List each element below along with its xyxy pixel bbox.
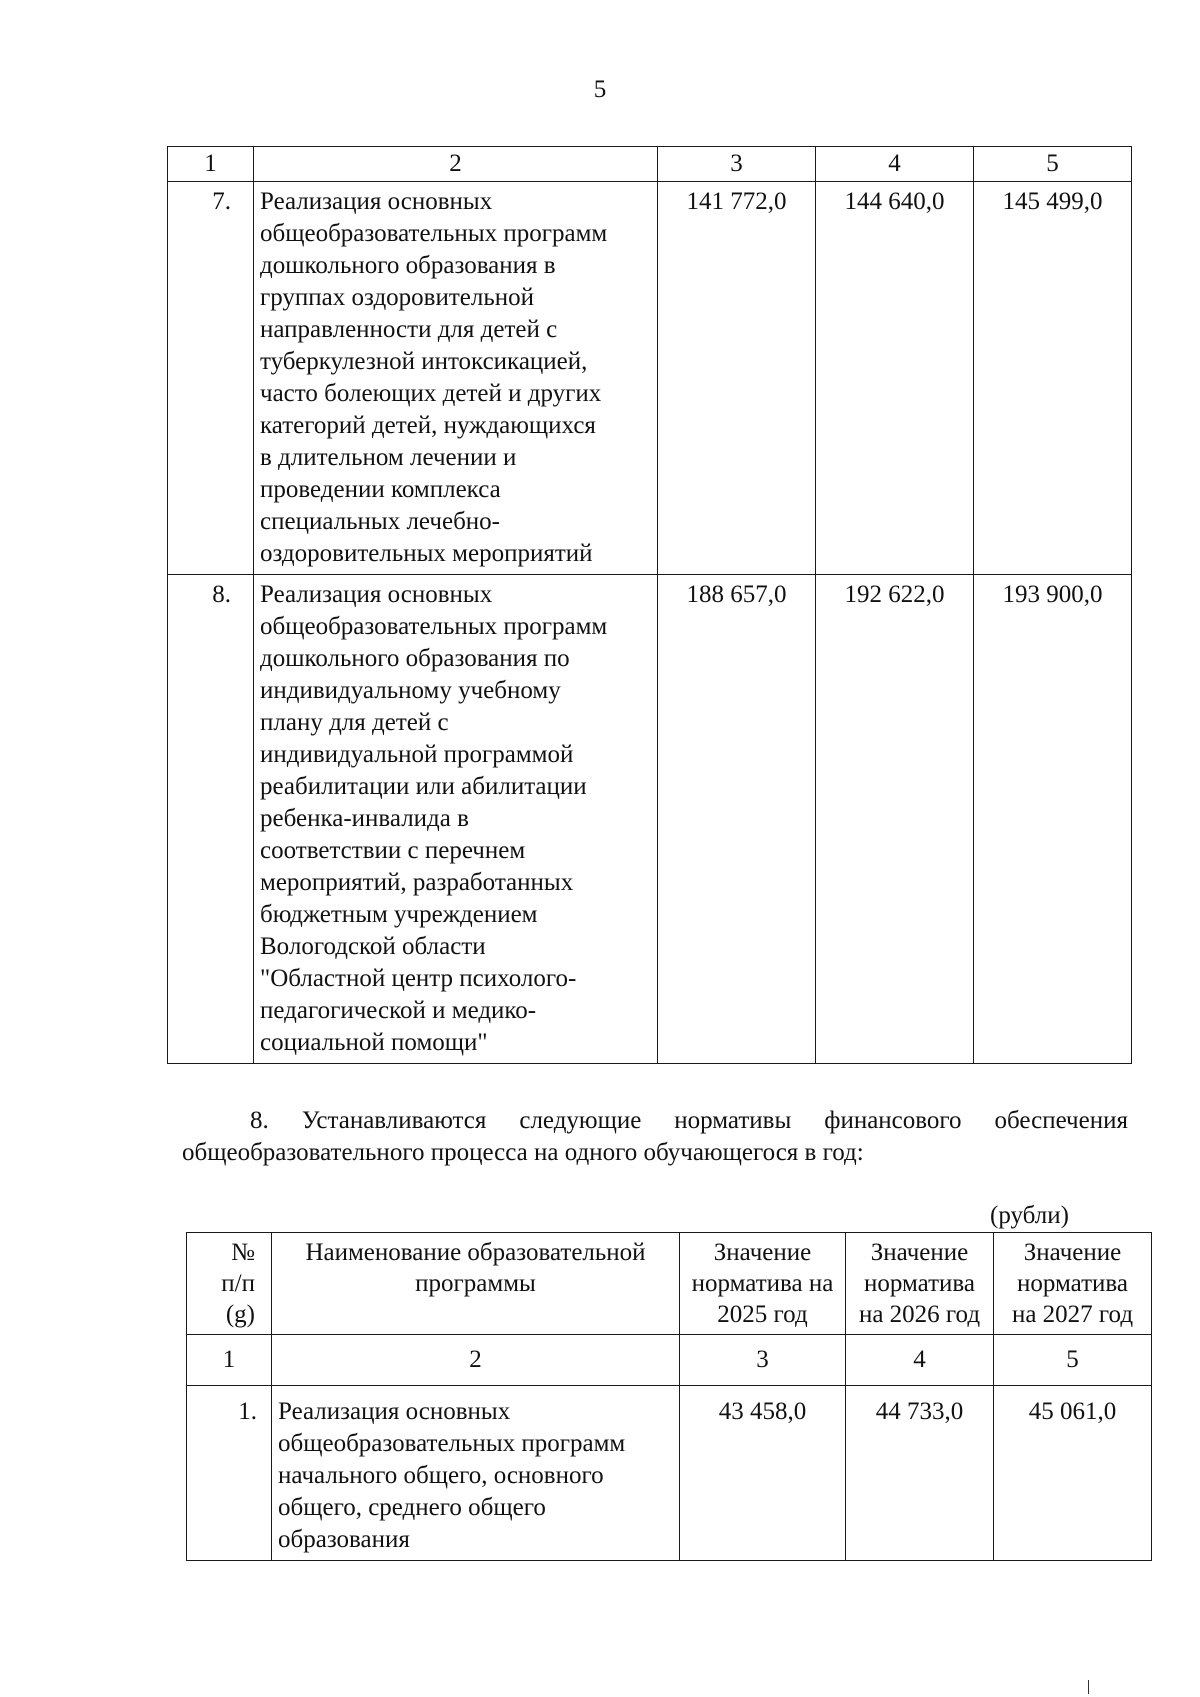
value-2026: 144 640,0 — [816, 182, 974, 575]
header-2026 — [846, 1233, 994, 1335]
page-number: 5 — [593, 76, 607, 103]
text-line: Реализация основных — [260, 188, 493, 215]
col-number: 5 — [994, 1335, 1152, 1386]
header-line: на 2026 год — [858, 1301, 981, 1328]
general-education-norms-table — [186, 1232, 1152, 1561]
table-row — [187, 1386, 1152, 1561]
header-line: норматива — [1017, 1270, 1128, 1297]
col-number: 3 — [680, 1335, 846, 1386]
text-line: часто болеющих детей и других — [260, 380, 602, 407]
value-2027: 193 900,0 — [974, 575, 1132, 1064]
header-line: № — [231, 1239, 255, 1266]
header-line: Значение — [1023, 1239, 1122, 1266]
row-number: 8. — [168, 575, 254, 1064]
text-line: педагогической и медико- — [260, 997, 537, 1024]
text-line: Реализация основных — [260, 581, 493, 608]
text-line: общеобразовательных программ — [260, 613, 608, 640]
row-number: 1. — [187, 1386, 272, 1561]
text-line: специальных лечебно- — [260, 508, 500, 535]
header-line: Значение — [870, 1239, 969, 1266]
text-line: туберкулезной интоксикацией, — [260, 348, 588, 375]
text-line: образования — [278, 1526, 410, 1553]
value-2026: 192 622,0 — [816, 575, 974, 1064]
paragraph-line-2: общеобразовательного процесса на одного обучающегося в год: — [182, 1139, 864, 1166]
header-program-name — [272, 1233, 680, 1335]
column-numbering-row — [168, 147, 1132, 182]
text-line: общеобразовательных программ — [278, 1430, 626, 1457]
text-line: оздоровительных мероприятий — [260, 540, 593, 567]
column-numbering-row — [187, 1335, 1152, 1386]
header-line: Наименование образовательной — [305, 1239, 646, 1266]
text-line: ребенка-инвалида в — [260, 805, 469, 832]
col-number: 1 — [187, 1335, 272, 1386]
program-name — [254, 575, 658, 1064]
text-line: дошкольного образования в — [260, 252, 556, 279]
scan-mark — [1088, 1680, 1089, 1694]
program-name — [272, 1386, 680, 1561]
header-line: п/п — [221, 1270, 255, 1297]
table-header-row — [187, 1233, 1152, 1335]
row-number: 7. — [168, 182, 254, 575]
text-line: начального общего, основного — [278, 1462, 604, 1489]
text-line: дошкольного образования по — [260, 645, 570, 672]
header-line: на 2027 год — [1011, 1301, 1134, 1328]
text-line: в длительном лечении и — [260, 444, 517, 471]
col-number: 1 — [168, 147, 254, 182]
text-line: общего, среднего общего — [278, 1494, 546, 1521]
text-line: общеобразовательных программ — [260, 220, 608, 247]
text-line: индивидуальной программой — [260, 741, 574, 768]
header-2027 — [994, 1233, 1152, 1335]
value-2027: 45 061,0 — [994, 1386, 1152, 1561]
unit-label: (рубли) — [990, 1202, 1069, 1229]
col-number: 4 — [816, 147, 974, 182]
text-line: мероприятий, разработанных — [260, 869, 574, 896]
col-number: 5 — [974, 147, 1132, 182]
header-line: норматива на — [691, 1270, 834, 1297]
table-row — [168, 575, 1132, 1064]
header-number — [187, 1233, 272, 1335]
value-2025: 43 458,0 — [680, 1386, 846, 1561]
table-row — [168, 182, 1132, 575]
header-line: норматива — [864, 1270, 975, 1297]
col-number: 2 — [254, 147, 658, 182]
header-line: 2025 год — [717, 1301, 808, 1328]
text-line: плану для детей с — [260, 709, 449, 736]
paragraph-line-1: 8. Устанавливаются следующие нормативы финансового обеспечения — [250, 1107, 1128, 1134]
text-line: соответствии с перечнем — [260, 837, 526, 864]
text-line: социальной помощи" — [260, 1029, 488, 1056]
text-line: категорий детей, нуждающихся — [260, 412, 596, 439]
text-line: группах оздоровительной — [260, 284, 535, 311]
header-line: Значение — [713, 1239, 812, 1266]
text-line: направленности для детей с — [260, 316, 558, 343]
col-number: 3 — [658, 147, 816, 182]
col-number: 2 — [272, 1335, 680, 1386]
text-line: "Областной центр психолого- — [260, 965, 577, 992]
col-number: 4 — [846, 1335, 994, 1386]
text-line: реабилитации или абилитации — [260, 773, 587, 800]
norms-table-continued — [167, 146, 1132, 1064]
header-line: (g) — [225, 1301, 255, 1328]
value-2027: 145 499,0 — [974, 182, 1132, 575]
text-line: проведении комплекса — [260, 476, 501, 503]
header-line: программы — [415, 1270, 536, 1297]
text-line: бюджетным учреждением — [260, 901, 538, 928]
text-line: индивидуальному учебному — [260, 677, 561, 704]
value-2025: 141 772,0 — [658, 182, 816, 575]
value-2025: 188 657,0 — [658, 575, 816, 1064]
text-line: Реализация основных — [278, 1398, 511, 1425]
program-name — [254, 182, 658, 575]
header-2025 — [680, 1233, 846, 1335]
value-2026: 44 733,0 — [846, 1386, 994, 1561]
text-line: Вологодской области — [260, 933, 486, 960]
